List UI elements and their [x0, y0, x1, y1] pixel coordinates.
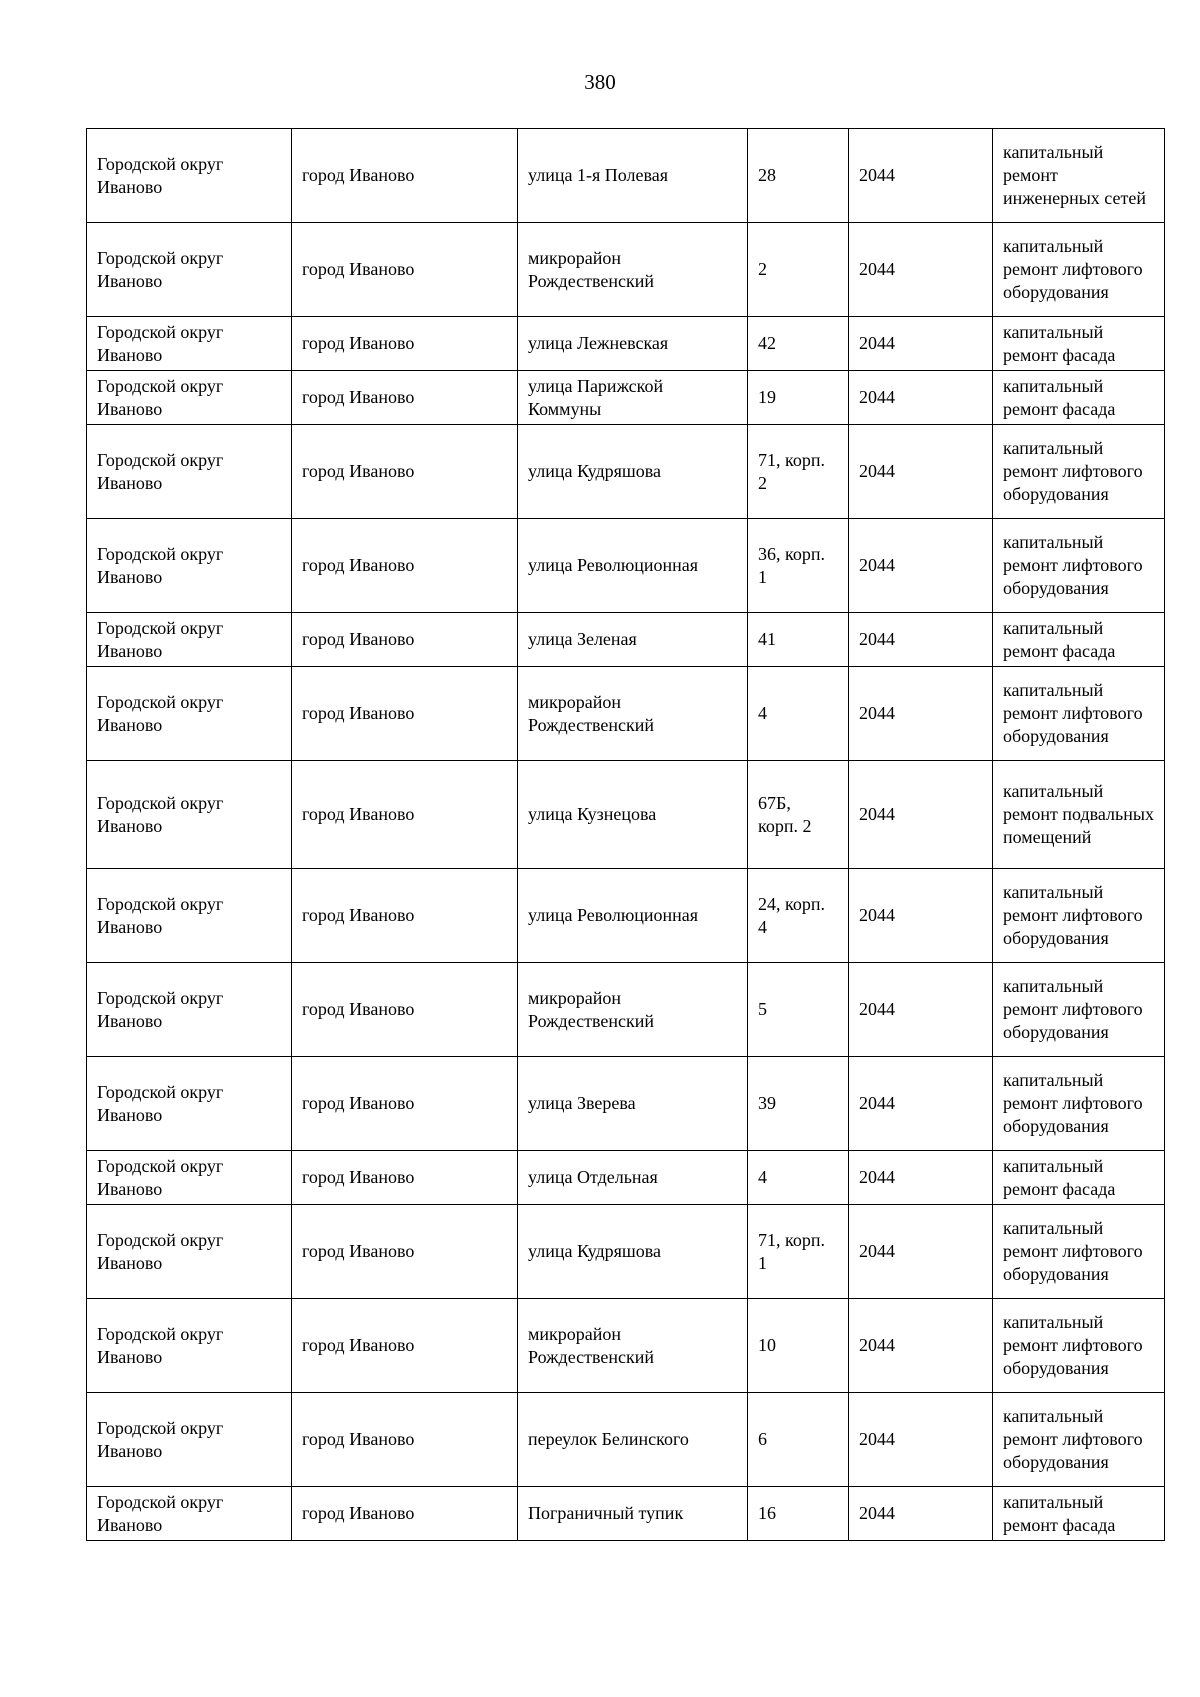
cell-work: капитальный ремонт лифтового оборудования: [993, 223, 1165, 317]
cell-work: капитальный ремонт инженерных сетей: [993, 129, 1165, 223]
table-row: [87, 1487, 1165, 1541]
cell-district: Городской округ Иваново: [87, 1057, 292, 1151]
cell-house: 28: [748, 129, 849, 223]
cell-house: 6: [748, 1393, 849, 1487]
cell-street: микрорайон Рождественский: [518, 963, 748, 1057]
table-row: [87, 761, 1165, 869]
table-row: [87, 371, 1165, 425]
repair-schedule-table: [86, 128, 1165, 1541]
cell-house: 24, корп. 4: [748, 869, 849, 963]
cell-street: улица Кудряшова: [518, 1205, 748, 1299]
cell-district: Городской округ Иваново: [87, 371, 292, 425]
cell-house: 4: [748, 1151, 849, 1205]
table-row: [87, 425, 1165, 519]
cell-year: 2044: [849, 129, 993, 223]
cell-year: 2044: [849, 371, 993, 425]
cell-work: капитальный ремонт лифтового оборудования: [993, 869, 1165, 963]
table-row: [87, 869, 1165, 963]
cell-house: 67Б, корп. 2: [748, 761, 849, 869]
cell-house: 41: [748, 613, 849, 667]
cell-work: капитальный ремонт лифтового оборудования: [993, 425, 1165, 519]
cell-street: улица Революционная: [518, 519, 748, 613]
page-number: 380: [584, 70, 616, 94]
table-row: [87, 223, 1165, 317]
cell-street: улица Зверева: [518, 1057, 748, 1151]
table-row: [87, 613, 1165, 667]
cell-district: Городской округ Иваново: [87, 613, 292, 667]
cell-street: микрорайон Рождественский: [518, 667, 748, 761]
cell-work: капитальный ремонт лифтового оборудования: [993, 1299, 1165, 1393]
cell-city: город Иваново: [292, 667, 518, 761]
table-row: [87, 1205, 1165, 1299]
cell-street: улица Зеленая: [518, 613, 748, 667]
cell-year: 2044: [849, 1057, 993, 1151]
cell-year: 2044: [849, 613, 993, 667]
cell-city: город Иваново: [292, 1393, 518, 1487]
cell-street: Пограничный тупик: [518, 1487, 748, 1541]
cell-street: переулок Белинского: [518, 1393, 748, 1487]
cell-district: Городской округ Иваново: [87, 1205, 292, 1299]
cell-city: город Иваново: [292, 1151, 518, 1205]
cell-year: 2044: [849, 223, 993, 317]
cell-district: Городской округ Иваново: [87, 1393, 292, 1487]
cell-year: 2044: [849, 1299, 993, 1393]
cell-house: 19: [748, 371, 849, 425]
cell-house: 5: [748, 963, 849, 1057]
cell-work: капитальный ремонт фасада: [993, 317, 1165, 371]
cell-city: город Иваново: [292, 371, 518, 425]
cell-district: Городской округ Иваново: [87, 317, 292, 371]
cell-work: капитальный ремонт лифтового оборудования: [993, 667, 1165, 761]
table-row: [87, 519, 1165, 613]
table-row: [87, 1151, 1165, 1205]
cell-district: Городской округ Иваново: [87, 519, 292, 613]
cell-house: 36, корп. 1: [748, 519, 849, 613]
cell-year: 2044: [849, 667, 993, 761]
cell-work: капитальный ремонт фасада: [993, 613, 1165, 667]
cell-city: город Иваново: [292, 761, 518, 869]
cell-district: Городской округ Иваново: [87, 1487, 292, 1541]
cell-work: капитальный ремонт лифтового оборудования: [993, 963, 1165, 1057]
cell-city: город Иваново: [292, 1057, 518, 1151]
cell-city: город Иваново: [292, 613, 518, 667]
cell-city: город Иваново: [292, 869, 518, 963]
cell-work: капитальный ремонт фасада: [993, 371, 1165, 425]
cell-city: город Иваново: [292, 519, 518, 613]
cell-house: 42: [748, 317, 849, 371]
cell-house: 10: [748, 1299, 849, 1393]
cell-district: Городской округ Иваново: [87, 1151, 292, 1205]
table-row: [87, 1057, 1165, 1151]
cell-city: город Иваново: [292, 1205, 518, 1299]
cell-district: Городской округ Иваново: [87, 223, 292, 317]
cell-year: 2044: [849, 1151, 993, 1205]
cell-district: Городской округ Иваново: [87, 667, 292, 761]
cell-city: город Иваново: [292, 425, 518, 519]
cell-work: капитальный ремонт фасада: [993, 1151, 1165, 1205]
cell-district: Городской округ Иваново: [87, 869, 292, 963]
cell-district: Городской округ Иваново: [87, 963, 292, 1057]
cell-house: 39: [748, 1057, 849, 1151]
cell-street: микрорайон Рождественский: [518, 1299, 748, 1393]
cell-work: капитальный ремонт лифтового оборудования: [993, 1057, 1165, 1151]
cell-work: капитальный ремонт лифтового оборудования: [993, 1205, 1165, 1299]
cell-year: 2044: [849, 963, 993, 1057]
cell-year: 2044: [849, 1487, 993, 1541]
table-body: [87, 129, 1165, 1541]
cell-street: улица 1-я Полевая: [518, 129, 748, 223]
cell-year: 2044: [849, 1393, 993, 1487]
table-row: [87, 1393, 1165, 1487]
cell-street: улица Парижской Коммуны: [518, 371, 748, 425]
table-row: [87, 667, 1165, 761]
cell-year: 2044: [849, 1205, 993, 1299]
table-row: [87, 317, 1165, 371]
cell-house: 2: [748, 223, 849, 317]
cell-work: капитальный ремонт фасада: [993, 1487, 1165, 1541]
cell-year: 2044: [849, 317, 993, 371]
cell-district: Городской округ Иваново: [87, 129, 292, 223]
cell-house: 16: [748, 1487, 849, 1541]
cell-district: Городской округ Иваново: [87, 1299, 292, 1393]
cell-house: 4: [748, 667, 849, 761]
table-row: [87, 1299, 1165, 1393]
cell-house: 71, корп. 1: [748, 1205, 849, 1299]
table-row: [87, 963, 1165, 1057]
cell-work: капитальный ремонт лифтового оборудования: [993, 1393, 1165, 1487]
cell-year: 2044: [849, 869, 993, 963]
cell-district: Городской округ Иваново: [87, 761, 292, 869]
cell-city: город Иваново: [292, 1487, 518, 1541]
cell-year: 2044: [849, 519, 993, 613]
cell-city: город Иваново: [292, 1299, 518, 1393]
cell-street: улица Революционная: [518, 869, 748, 963]
cell-house: 71, корп. 2: [748, 425, 849, 519]
cell-year: 2044: [849, 425, 993, 519]
cell-city: город Иваново: [292, 223, 518, 317]
cell-street: улица Лежневская: [518, 317, 748, 371]
cell-street: улица Кудряшова: [518, 425, 748, 519]
cell-district: Городской округ Иваново: [87, 425, 292, 519]
cell-work: капитальный ремонт подвальных помещений: [993, 761, 1165, 869]
cell-street: улица Кузнецова: [518, 761, 748, 869]
cell-city: город Иваново: [292, 963, 518, 1057]
cell-work: капитальный ремонт лифтового оборудования: [993, 519, 1165, 613]
table-row: [87, 129, 1165, 223]
cell-street: улица Отдельная: [518, 1151, 748, 1205]
cell-city: город Иваново: [292, 129, 518, 223]
cell-street: микрорайон Рождественский: [518, 223, 748, 317]
cell-year: 2044: [849, 761, 993, 869]
cell-city: город Иваново: [292, 317, 518, 371]
